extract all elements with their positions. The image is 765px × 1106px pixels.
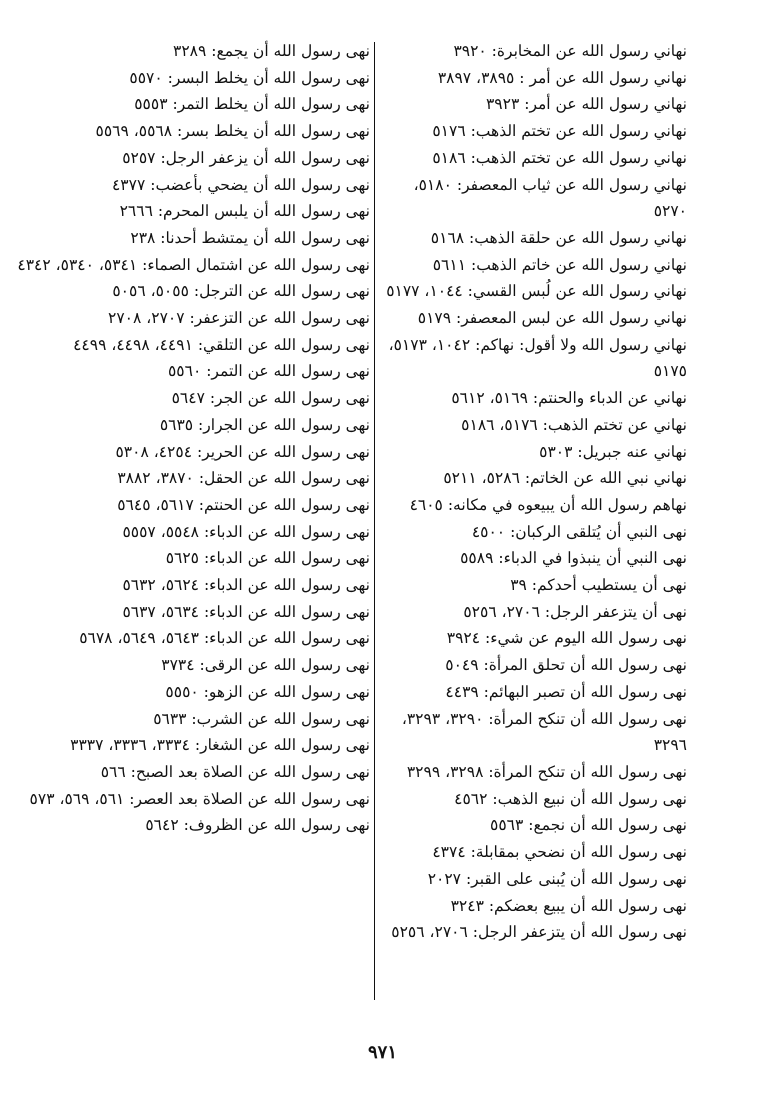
index-entry: نهاني رسول الله ولا أقول: نهاكم: ١٠٤٢، ٥١٧٣، ٥١٧٥: [388, 335, 687, 381]
left-index-column: [10, 38, 370, 839]
index-entry: نهاني رسول الله عن لُبس القسي: ١٠٤٤، ٥١٧٧: [386, 282, 687, 301]
index-entry: نهى رسول الله عن الحقل: ٣٨٧٠، ٣٨٨٢: [117, 469, 370, 488]
index-entry: نهى رسول الله عن التلقي: ٤٤٩١، ٤٤٩٨، ٤٤٩٩: [73, 335, 370, 354]
index-entry: نهى رسول الله عن الجر: ٥٦٤٧: [171, 389, 370, 408]
index-entry: نهى أن يستطيب أحدكم: ٣٩: [510, 576, 687, 595]
index-entry: نهى رسول الله عن الدباء: ٥٥٤٨، ٥٥٥٧: [122, 522, 370, 541]
index-entry: نهاني رسول الله عن ثياب المعصفر: ٥١٨٠، ٥٢٧٠: [413, 175, 687, 221]
right-index-column: [385, 38, 687, 946]
index-entry: نهى رسول الله عن الحنتم: ٥٦١٧، ٥٦٤٥: [117, 495, 370, 514]
index-entry: نهى رسول الله عن الدباء: ٥٦٣٤، ٥٦٣٧: [122, 602, 370, 621]
page-number: ٩٧١: [367, 1042, 397, 1063]
index-entry: نهى رسول الله أن يجمع: ٣٢٨٩: [173, 42, 370, 60]
index-entry: نهى رسول الله أن يخلط بسر: ٥٥٦٨، ٥٥٦٩: [95, 122, 370, 141]
index-entry: نهى أن يتزعفر الرجل: ٢٧٠٦، ٥٢٥٦: [463, 602, 687, 621]
index-entry: نهى رسول الله عن الرقى: ٣٧٣٤: [161, 656, 370, 675]
index-entry: نهى رسول الله أن تصبر البهائم: ٤٤٣٩: [445, 682, 687, 701]
index-entry: نهاني رسول الله عن خاتم الذهب: ٥٦١١: [432, 255, 687, 274]
index-entry: نهاني عن الدباء والحنتم: ٥١٦٩، ٥٦١٢: [451, 389, 687, 408]
index-entry: نهى رسول الله أن تنكح المرأة: ٣٢٩٨، ٣٢٩٩: [406, 762, 687, 781]
index-entry: نهى رسول الله عن الشغار: ٣٣٣٤، ٣٣٣٦، ٣٣٣٧: [70, 736, 370, 755]
index-entry: نهى رسول الله عن الدباء: ٥٦٢٤، ٥٦٣٢: [122, 576, 370, 595]
index-entry: نهى رسول الله عن الدباء: ٥٦٤٣، ٥٦٤٩، ٥٦٧٨: [79, 629, 370, 648]
column-divider: [374, 42, 375, 1000]
index-entry: نهى رسول الله أن يُبنى على القبر: ٢٠٢٧: [427, 869, 687, 888]
index-entry: نهاني رسول الله عن المخابرة: ٣٩٢٠: [453, 42, 687, 60]
index-entry: نهى رسول الله أن يمتشط أحدنا: ٢٣٨: [130, 228, 370, 247]
index-entry: نهاهم رسول الله أن يبيعوه في مكانه: ٤٦٠٥: [409, 495, 687, 514]
index-entry: نهى رسول الله أن تنكح المرأة: ٣٢٩٠، ٣٢٩٣، ٣٢٩٦: [401, 709, 687, 755]
index-entry: نهى رسول الله أن يضحي بأعضب: ٤٣٧٧: [111, 175, 370, 194]
index-entry: نهى رسول الله أن نضحي بمقابلة: ٤٣٧٤: [432, 843, 687, 862]
index-entry: نهى رسول الله عن الصلاة بعد العصر: ٥٦١، ٥٦٩، ٥٧٣: [29, 789, 370, 808]
index-entry: نهى رسول الله أن يخلط البسر: ٥٥٧٠: [129, 68, 370, 87]
index-entry: نهى رسول الله عن التزعفر: ٢٧٠٧، ٢٧٠٨: [108, 309, 370, 328]
index-entry: نهى رسول الله عن الحرير: ٤٢٥٤، ٥٣٠٨: [115, 442, 370, 461]
index-entry: نهى رسول الله عن الترجل: ٥٠٥٥، ٥٠٥٦: [112, 282, 370, 301]
index-entry: نهى رسول الله اليوم عن شيء: ٣٩٢٤: [446, 629, 687, 648]
index-entry: نهى رسول الله عن اشتمال الصماء: ٥٣٤١، ٥٣٤٠، ٤٣٤٢: [17, 255, 370, 274]
index-entry: نهى رسول الله عن الظروف: ٥٦٤٢: [145, 816, 370, 835]
index-entry: نهى رسول الله أن نبيع الذهب: ٤٥٦٢: [454, 789, 687, 808]
index-entry: نهى رسول الله عن الجرار: ٥٦٣٥: [159, 415, 370, 434]
index-entry: نهى رسول الله عن الزهو: ٥٥٥٠: [165, 682, 370, 701]
index-entry: نهاني رسول الله عن تختم الذهب: ٥١٨٦: [432, 148, 687, 167]
index-entry: نهى رسول الله عن التمر: ٥٥٦٠: [167, 362, 370, 381]
index-entry: نهى رسول الله أن يبيع بعضكم: ٣٢٤٣: [450, 896, 687, 915]
index-entry: نهى رسول الله عن الصلاة بعد الصبح: ٥٦٦: [100, 762, 370, 781]
index-entry: نهى رسول الله أن تحلق المرأة: ٥٠٤٩: [445, 656, 687, 675]
index-entry: نهى النبي أن يُتلقى الركبان: ٤٥٠٠: [471, 522, 687, 541]
index-entry: نهاني رسول الله عن تختم الذهب: ٥١٧٦: [432, 122, 687, 141]
index-entry: نهى رسول الله أن يلبس المحرم: ٢٦٦٦: [119, 202, 370, 221]
index-entry: نهاني نبي الله عن الخاتم: ٥٢٨٦، ٥٢١١: [443, 469, 687, 488]
index-entry: نهاني رسول الله عن لبس المعصفر: ٥١٧٩: [417, 309, 687, 328]
index-entry: نهى رسول الله أن نجمع: ٥٥٦٣: [490, 816, 687, 835]
index-entry: نهى رسول الله أن يتزعفر الرجل: ٢٧٠٦، ٥٢٥٦: [391, 923, 687, 942]
index-entry: نهاني رسول الله عن أمر : ٣٨٩٥، ٣٨٩٧: [437, 68, 687, 87]
index-entry: نهاني عن تختم الذهب: ٥١٧٦، ٥١٨٦: [461, 415, 687, 434]
index-entry: نهاني عنه جبريل: ٥٣٠٣: [539, 442, 687, 461]
index-entry: نهى رسول الله أن يزعفر الرجل: ٥٢٥٧: [122, 148, 370, 167]
index-entry: نهى رسول الله عن الشرب: ٥٦٣٣: [153, 709, 370, 728]
index-entry: نهى رسول الله عن الدباء: ٥٦٢٥: [165, 549, 370, 568]
index-entry: نهاني رسول الله عن حلقة الذهب: ٥١٦٨: [430, 228, 687, 247]
index-entry: نهاني رسول الله عن أمر: ٣٩٢٣: [485, 95, 687, 114]
index-entry: نهى النبي أن ينبذوا في الدباء: ٥٥٨٩: [460, 549, 687, 568]
index-entry: نهى رسول الله أن يخلط التمر: ٥٥٥٣: [134, 95, 370, 114]
